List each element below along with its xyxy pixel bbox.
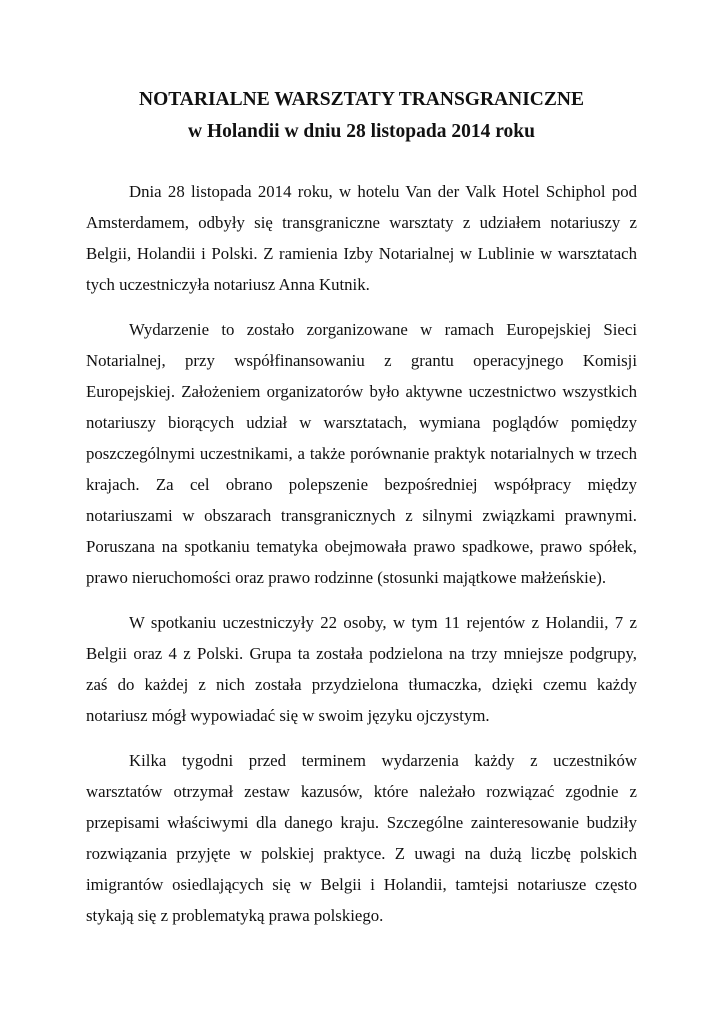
document-body (86, 176, 637, 945)
paragraph-3: W spotkaniu uczestniczyły 22 osoby, w tym 11 rejentów z Holandii, 7 z Belgii oraz 4 z Polski. Grupa ta została podzielona na trzy mniejsze podgrupy, zaś do każdej z nich została przydzielona tłumaczka, dzięki czemu każdy notariusz mógł wypowiadać się w swoim języku ojczystym. (86, 613, 637, 725)
paragraph-2: Wydarzenie to zostało zorganizowane w ramach Europejskiej Sieci Notarialnej, przy współfinansowaniu z grantu operacyjnego Komisji Europejskiej. Założeniem organizatorów było aktywne uczestnictwo wszystkich notariuszy biorących udział w warsztatach, wymiana poglądów pomiędzy poszczególnymi uczestnikami, a także porównanie praktyk notarialnych w trzech krajach. Za cel obrano polepszenie bezpośredniej współpracy między notariuszami w obszarach transgranicznych z silnymi związkami prawnymi. Poruszana na spotkaniu tematyka obejmowała prawo spadkowe, prawo spółek, prawo nieruchomości oraz prawo rodzinne (stosunki majątkowe małżeńskie). (86, 320, 637, 587)
paragraph-1: Dnia 28 listopada 2014 roku, w hotelu Van der Valk Hotel Schiphol pod Amsterdamem, odbyły się transgraniczne warsztaty z udziałem notariuszy z Belgii, Holandii i Polski. Z ramienia Izby Notarialnej w Lublinie w warsztatach tych uczestniczyła notariusz Anna Kutnik. (86, 182, 637, 294)
document-title: NOTARIALNE WARSZTATY TRANSGRANICZNE (139, 89, 584, 110)
document-subtitle: w Holandii w dniu 28 listopada 2014 roku (188, 121, 535, 142)
paragraph-4: Kilka tygodni przed terminem wydarzenia każdy z uczestników warsztatów otrzymał zestaw kazusów, które należało rozwiązać zgodnie z przepisami właściwymi dla danego kraju. Szczególne zainteresowanie budziły rozwiązania przyjęte w polskiej praktyce. Z uwagi na dużą liczbę polskich imigrantów osiedlających się w Belgii i Holandii, tamtejsi notariusze często stykają się z problematyką prawa polskiego. (86, 751, 637, 925)
